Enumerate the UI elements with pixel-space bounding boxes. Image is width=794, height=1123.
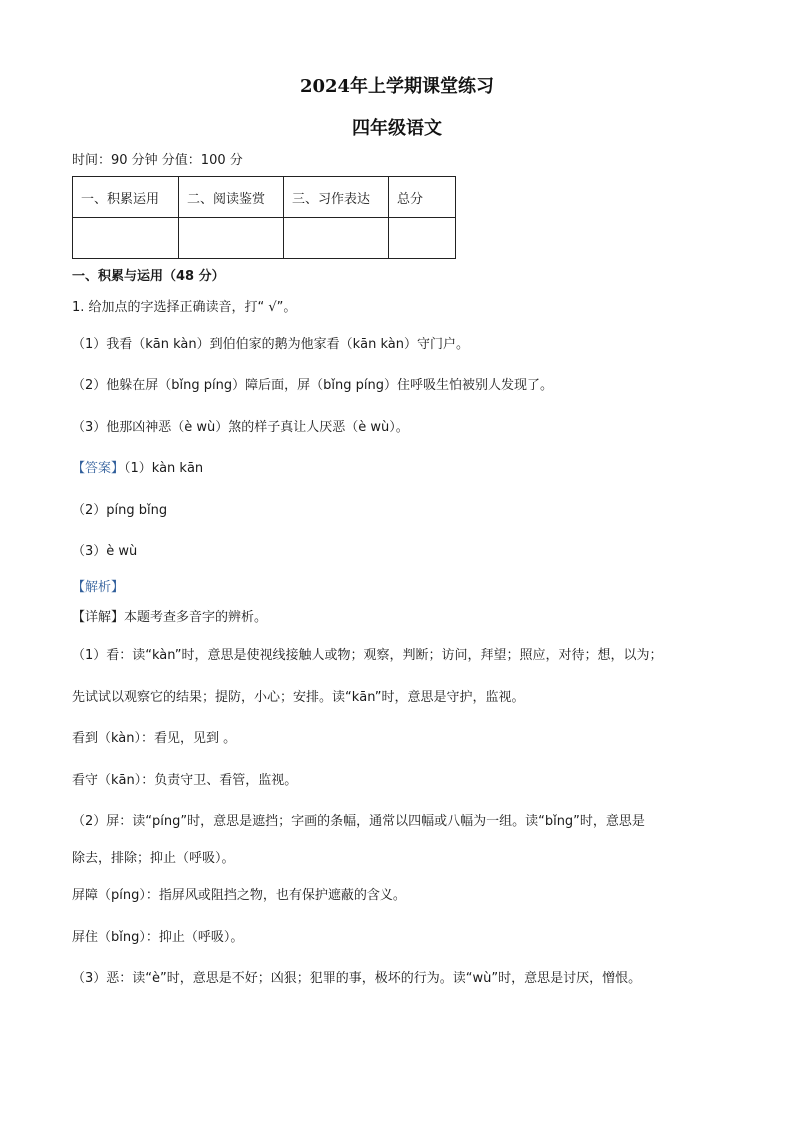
document-title: 2024年上学期课堂练习	[299, 76, 495, 97]
explanation-line: （2）屏：读“píng”时，意思是遮挡；字画的条幅，通常以四幅或八幅为一组。读“bǐng”时，意思是	[72, 814, 645, 829]
answer-line	[72, 460, 203, 478]
document-subtitle: 四年级语文	[352, 118, 442, 139]
score-header-cell: 二、阅读鉴赏	[179, 177, 284, 218]
explanation-line: 看到（kàn）：看见，见到 。	[72, 731, 237, 746]
score-value-cell	[389, 218, 456, 259]
score-table	[72, 176, 456, 259]
analysis-label: 【解析】	[72, 580, 125, 595]
answer-text: （2）píng bǐng	[72, 503, 168, 518]
exam-info: 时间：90 分钟 分值：100 分	[72, 153, 243, 168]
explanation-line: 屏障（píng）：指屏风或阻挡之物，也有保护遮蔽的含义。	[72, 888, 406, 903]
score-header-cell: 总分	[389, 177, 456, 218]
score-value-cell	[179, 218, 284, 259]
score-table-value-row	[73, 218, 456, 259]
score-table-header-row	[73, 177, 456, 218]
question-stem: 1. 给加点的字选择正确读音，打“ √”。	[72, 300, 297, 315]
explanation-line: 除去，排除；抑止（呼吸）。	[72, 851, 235, 866]
explanation-line: 屏住（bǐng）：抑止（呼吸）。	[72, 930, 244, 945]
question-item: （3）他那凶神恶（è wù）煞的样子真让人厌恶（è wù）。	[72, 420, 409, 435]
explanation-line: （1）看：读“kàn”时，意思是使视线接触人或物；观察，判断；访问，拜望；照应，对待；想，以为；	[72, 648, 663, 663]
explanation-line: （3）恶：读“è”时，意思是不好；凶狠；犯罪的事，极坏的行为。读“wù”时，意思是讨厌，憎恨。	[72, 971, 642, 986]
score-header-cell: 一、积累运用	[73, 177, 179, 218]
detail-line: 【详解】本题考查多音字的辨析。	[72, 610, 268, 625]
question-item: （1）我看（kān kàn）到伯伯家的鹅为他家看（kān kàn）守门户。	[72, 337, 470, 352]
answer-label: 【答案】	[72, 461, 125, 476]
answer-text: （3）è wù	[72, 544, 138, 559]
explanation-line: 看守（kān）：负责守卫、看管，监视。	[72, 773, 298, 788]
score-header-cell: 三、习作表达	[284, 177, 389, 218]
explanation-line: 先试试以观察它的结果；提防，小心；安排。读“kān”时，意思是守护，监视。	[72, 690, 525, 705]
score-value-cell	[284, 218, 389, 259]
answer-text: （1）kàn kān	[124, 461, 204, 476]
section-heading: 一、积累与运用（48 分）	[72, 269, 225, 284]
score-value-cell	[73, 218, 179, 259]
question-item: （2）他躲在屏（bǐng píng）障后面，屏（bǐng píng）住呼吸生怕被别人发现了。	[72, 378, 553, 393]
